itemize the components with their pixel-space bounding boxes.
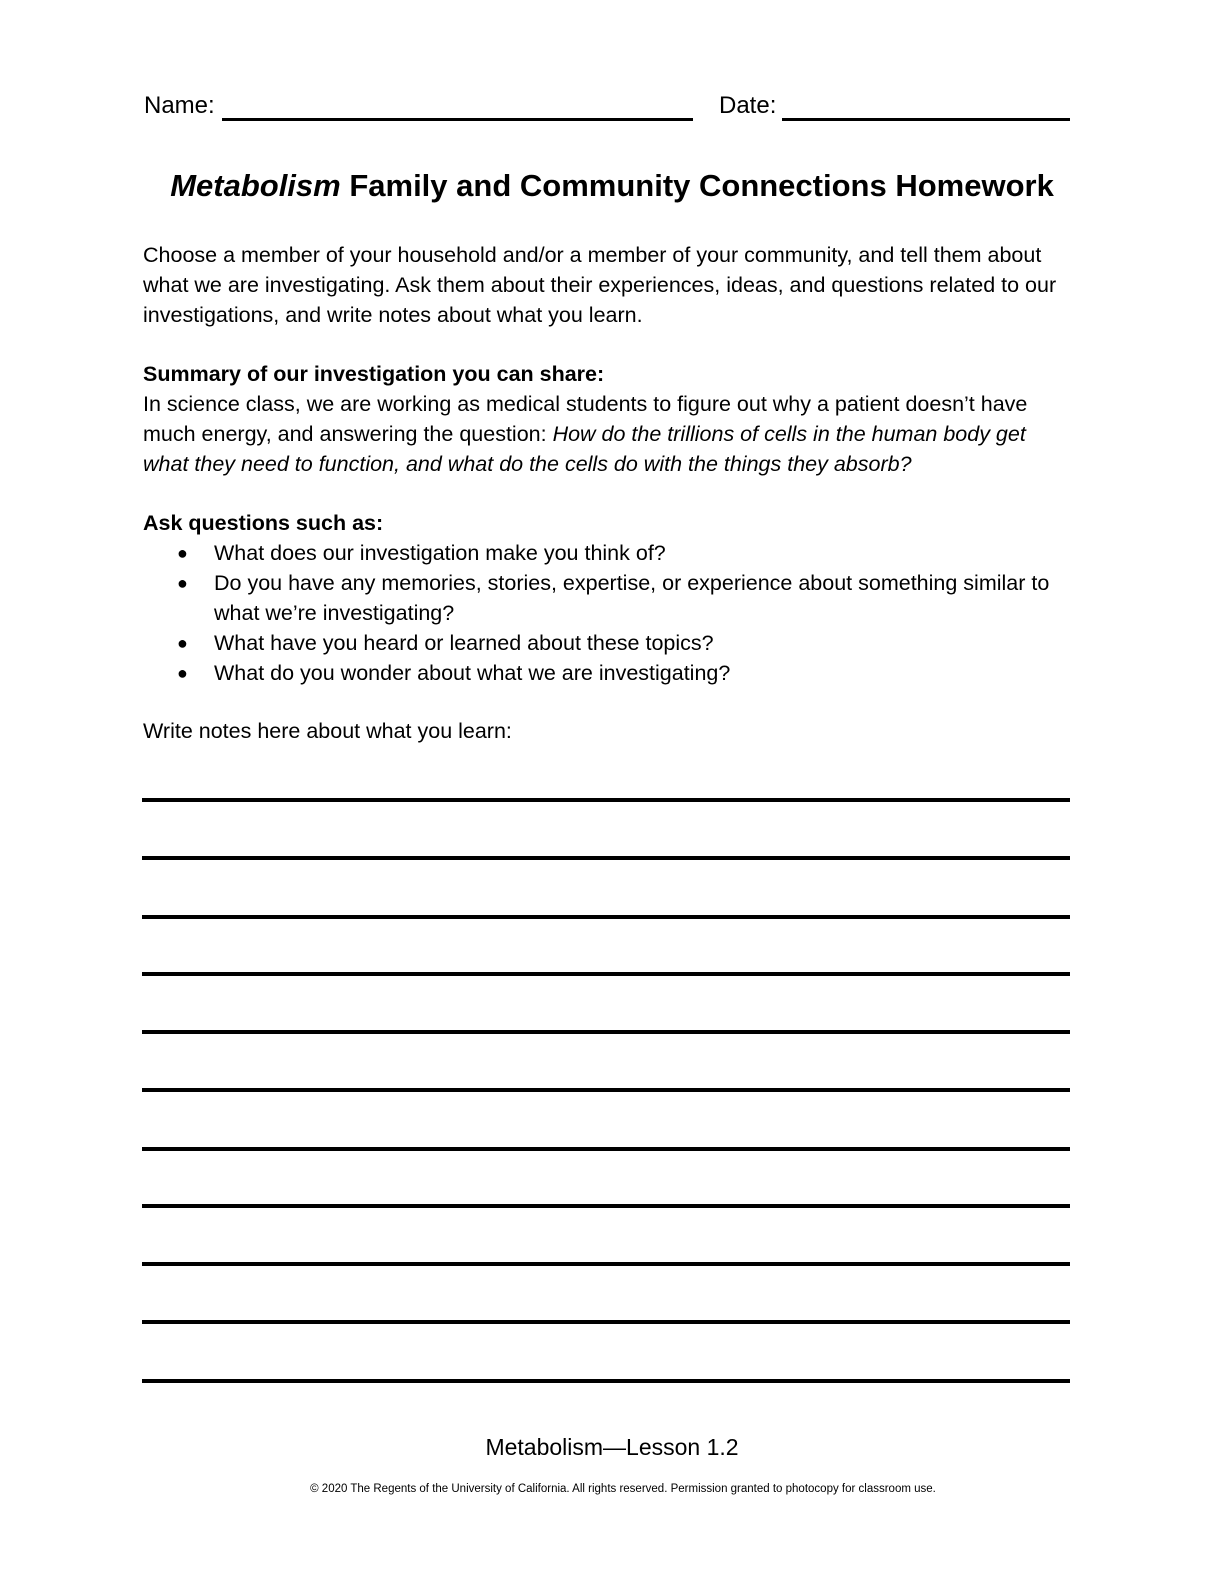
date-label: Date: — [719, 92, 777, 119]
footer-copyright: © 2020 The Regents of the University of California. All rights reserved. Permission granted to photocopy for classroom use. — [310, 1483, 936, 1495]
note-line[interactable] — [142, 1204, 1070, 1208]
note-line[interactable] — [142, 1030, 1070, 1034]
question-text: What have you heard or learned about these topics? — [214, 631, 714, 655]
note-line[interactable] — [142, 915, 1070, 919]
question-item — [143, 628, 1073, 658]
notes-label — [143, 716, 1073, 746]
page-title — [0, 166, 1224, 206]
name-label: Name: — [144, 92, 215, 119]
notes-label-text: Write notes here about what you learn: — [143, 719, 512, 743]
question-item — [143, 538, 1073, 568]
note-line[interactable] — [142, 1379, 1070, 1383]
summary-paragraph — [143, 389, 1073, 479]
summary-section — [143, 359, 1073, 479]
note-line[interactable] — [142, 1147, 1070, 1151]
header-row — [144, 90, 1072, 124]
question-text: Do you have any memories, stories, expertise, or experience about something similar to what we’re investigating? — [214, 571, 1050, 625]
page-title-rest: Family and Community Connections Homework — [340, 168, 1054, 203]
note-line[interactable] — [142, 1088, 1070, 1092]
question-item — [143, 568, 1073, 628]
date-field[interactable] — [782, 118, 1070, 121]
bullet-icon: ● — [177, 663, 188, 683]
intro-paragraph — [143, 240, 1073, 330]
note-line[interactable] — [142, 1320, 1070, 1324]
ask-heading: Ask questions such as: — [143, 511, 384, 535]
note-line[interactable] — [142, 972, 1070, 976]
summary-heading: Summary of our investigation you can share: — [143, 362, 605, 386]
question-text: What do you wonder about what we are investigating? — [214, 661, 731, 685]
note-line[interactable] — [142, 1262, 1070, 1266]
ask-section — [143, 508, 1073, 688]
bullet-icon: ● — [177, 573, 188, 593]
question-list — [143, 538, 1073, 688]
question-item — [143, 658, 1073, 688]
page-title-italic: Metabolism — [170, 168, 341, 203]
bullet-icon: ● — [177, 633, 188, 653]
note-line[interactable] — [142, 856, 1070, 860]
bullet-icon: ● — [177, 543, 188, 563]
intro-text: Choose a member of your household and/or a member of your community, and tell them about what we are investigating. Ask them about their experiences, ideas, and questions related to our investigations, and write notes about what you learn. — [143, 243, 1057, 327]
note-line[interactable] — [142, 798, 1070, 802]
question-text: What does our investigation make you think of? — [214, 541, 666, 565]
summary-question: How do the trillions of cells in the human body get what they need to function, and what do the cells do with the things they absorb? — [143, 422, 1026, 476]
footer-lesson: Metabolism—Lesson 1.2 — [485, 1434, 739, 1460]
summary-text: In science class, we are working as medical students to figure out why a patient doesn’t have much energy, and answering the question: — [143, 392, 1028, 446]
name-field[interactable] — [222, 118, 693, 121]
